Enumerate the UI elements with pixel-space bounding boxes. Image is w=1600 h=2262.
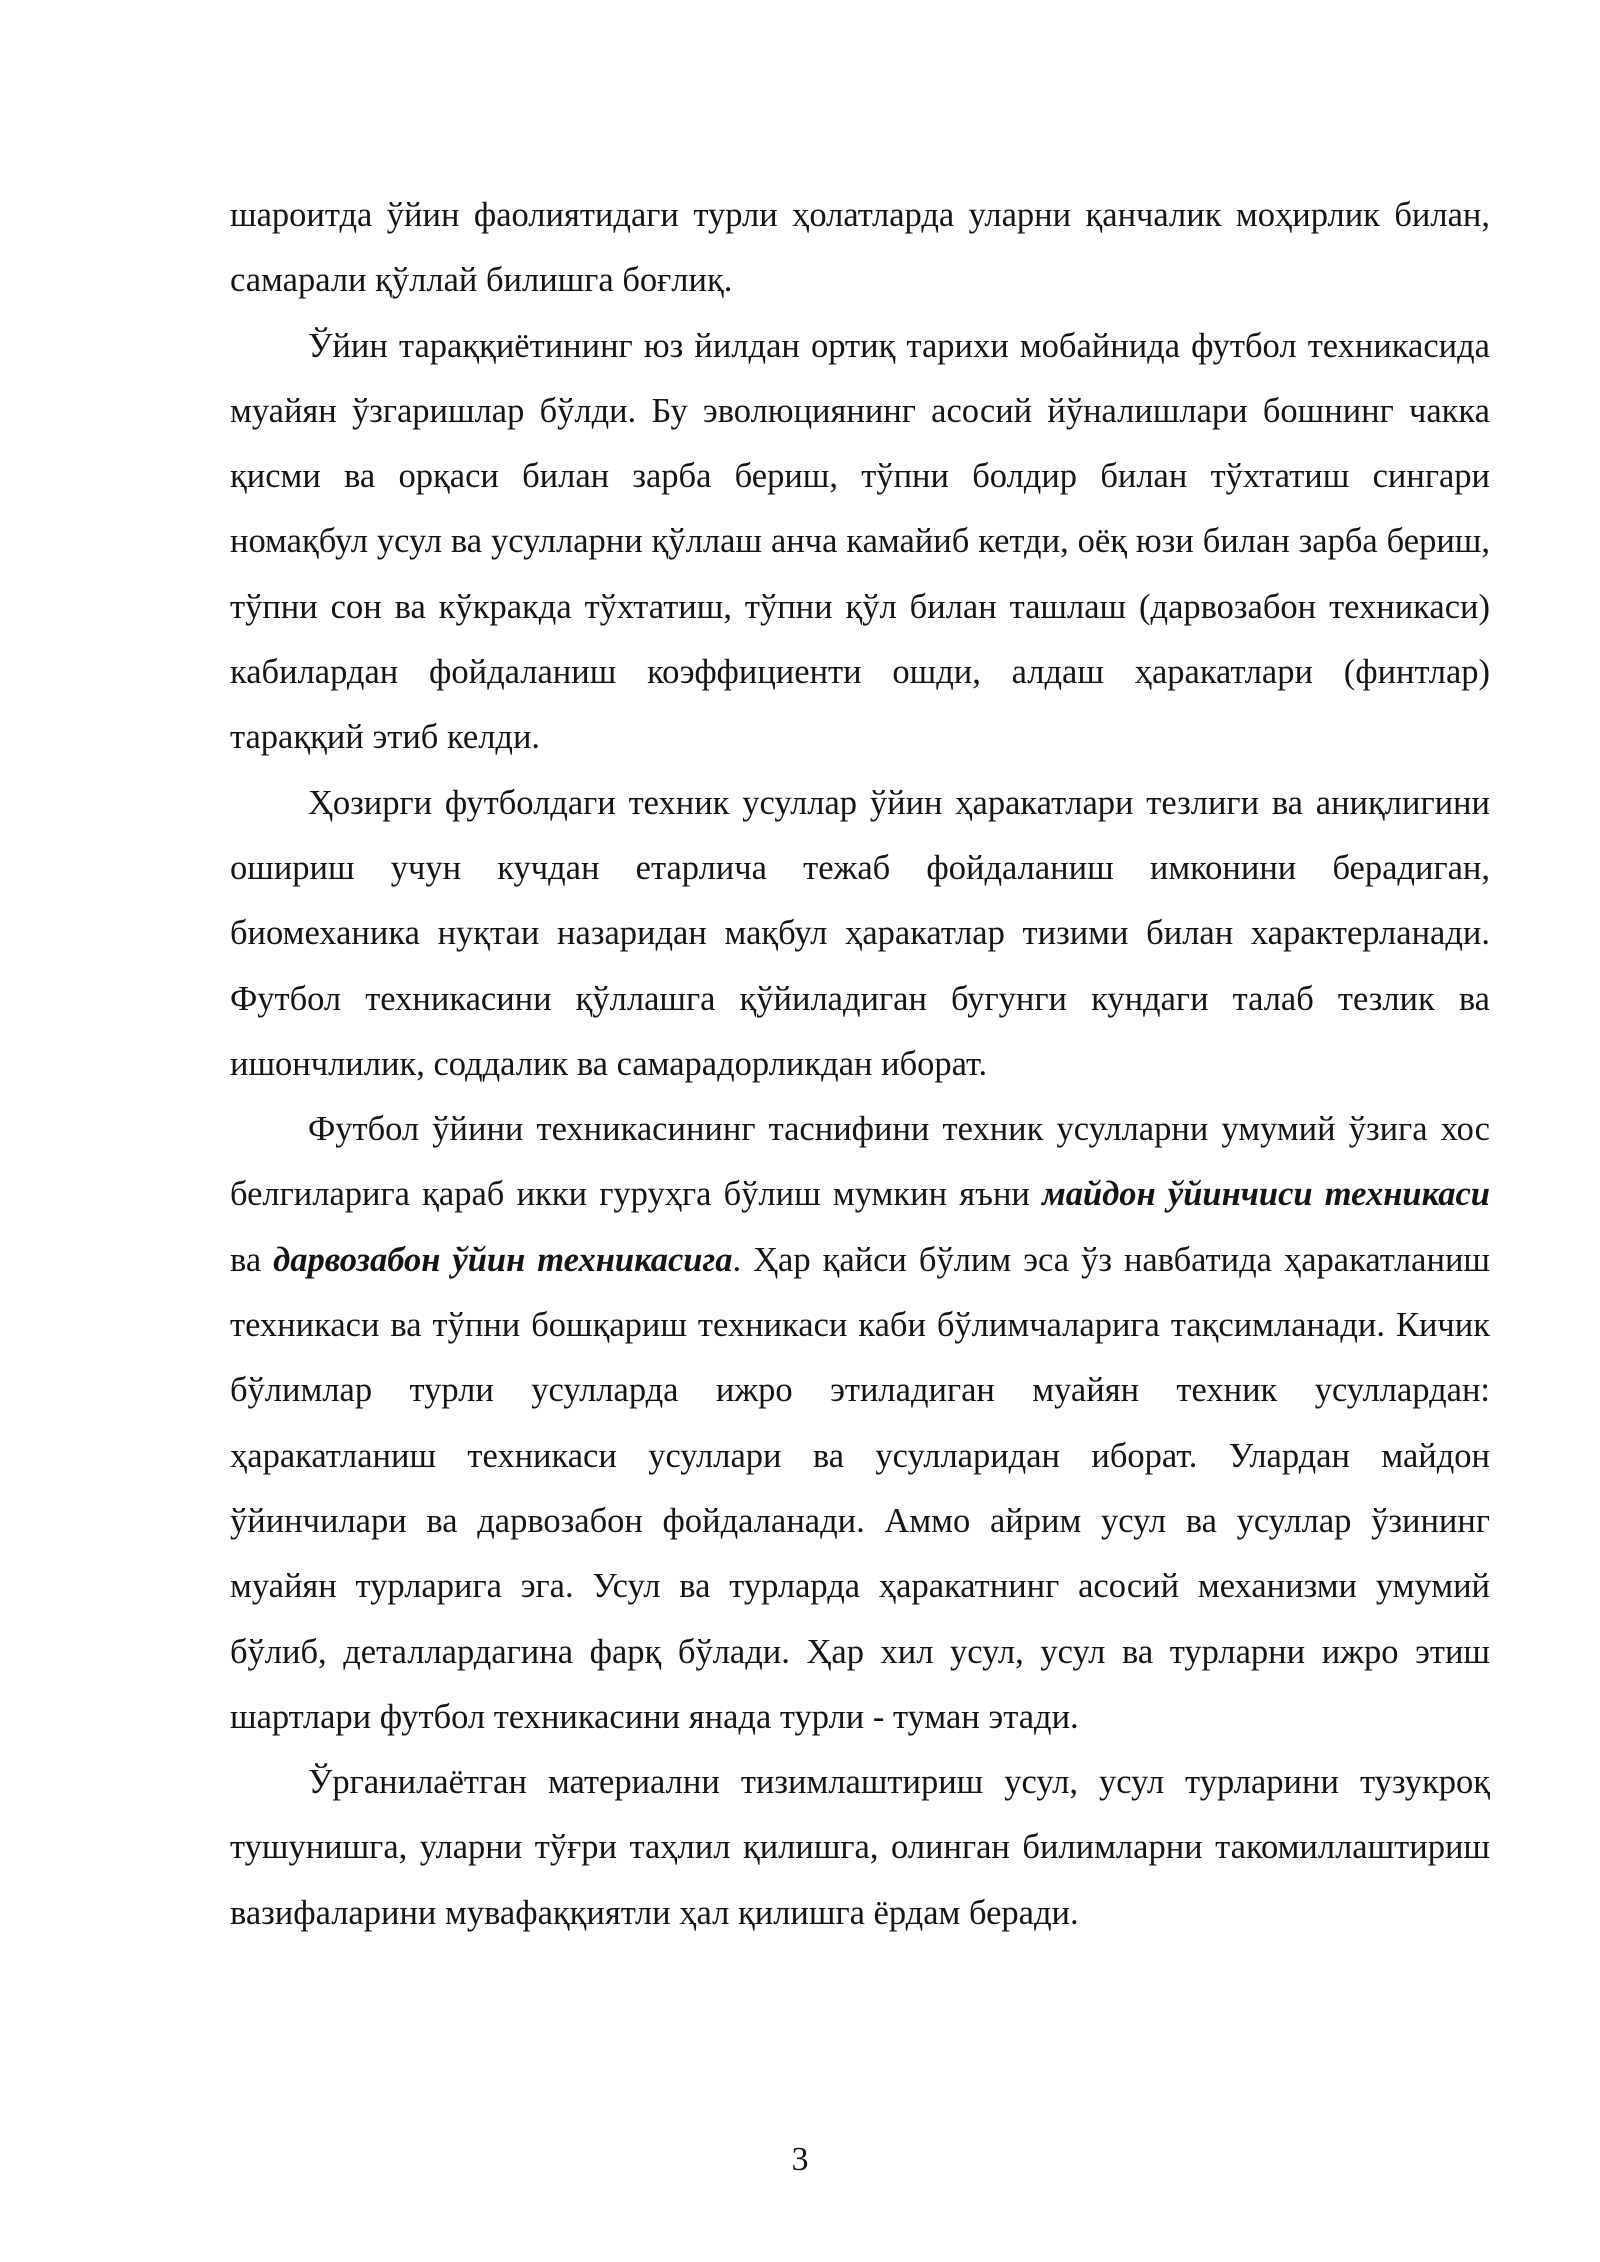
paragraph-systematization: Ўрганилаётган материални тизимлаштириш усул, усул турларини тузукроқ тушунишга, уларни тўғри таҳлил қилишга, олинган билимларни такомиллаштириш вазифаларини мувафаққиятли ҳал қилишга ёрдам беради.: [230, 1763, 1490, 1932]
document-body: [230, 183, 1490, 1946]
classification-text-part-3: . Ҳар қайси бўлим эса ўз навбатида ҳаракатланиш техникаси ва тўпни бошқариш техникаси каби бўлимчаларига тақсимланади. Кичик бўлимлар турли усулларда ижро этиладиган муайян техник усуллардан: ҳаракатланиш техникаси усуллари ва усулларидан иборат. Улардан майдон ўйинчилари ва дарвозабон фойдаланади. Аммо айрим усул ва усуллар ўзининг муайян турларига эга. Усул ва турларда ҳаракатнинг асосий механизми умумий бўлиб, деталлардагина фарқ бўлади. Ҳар хил усул, усул ва турларни ижро этиш шартлари футбол техникасини янада турли - туман этади.: [230, 1240, 1490, 1736]
emphasis-field-player-technique: майдон ўйинчиси техникаси: [1042, 1175, 1490, 1214]
paragraph-evolution: Ўйин тараққиётининг юз йилдан ортиқ тарихи мобайнида футбол техникасида муайян ўзгаришлар бўлди. Бу эволюциянинг асосий йўналишлари бошнинг чакка қисми ва орқаси билан зарба бериш, тўпни болдир билан тўхтатиш сингари номақбул усул ва усулларни қўллаш анча камайиб кетди, оёқ юзи билан зарба бериш, тўпни сон ва кўкракда тўхтатиш, тўпни қўл билан ташлаш (дарвозабон техникаси) кабилардан фойдаланиш коэффициенти ошди, алдаш ҳаракатлари (финтлар) тараққий этиб келди.: [230, 326, 1490, 757]
paragraph-continuation: шароитда ўйин фаолиятидаги турли ҳолатларда уларни қанчалик моҳирлик билан, самарали қўллай билишга боғлиқ.: [230, 196, 1490, 300]
page-number: 3: [791, 2141, 809, 2178]
classification-text-part-1: Футбол ўйини техникасининг таснифини техник усулларни умумий ўзига хос белгиларига қараб икки гуруҳга бўлиш мумкин яъни: [230, 1110, 1490, 1214]
emphasis-goalkeeper-technique: дарвозабон ўйин техникасига: [273, 1240, 733, 1279]
paragraph-modern-technique: Ҳозирги футболдаги техник усуллар ўйин ҳаракатлари тезлиги ва аниқлигини ошириш учун кучдан етарлича тежаб фойдаланиш имконини берадиган, биомеханика нуқтаи назаридан мақбул ҳаракатлар тизими билан характерланади. Футбол техникасини қўллашга қўйиладиган бугунги кундаги талаб тезлик ва ишончлилик, соддалик ва самарадорликдан иборат.: [230, 783, 1490, 1083]
classification-text-part-2: ва: [230, 1240, 274, 1279]
paragraph-classification: [230, 1097, 1490, 1750]
